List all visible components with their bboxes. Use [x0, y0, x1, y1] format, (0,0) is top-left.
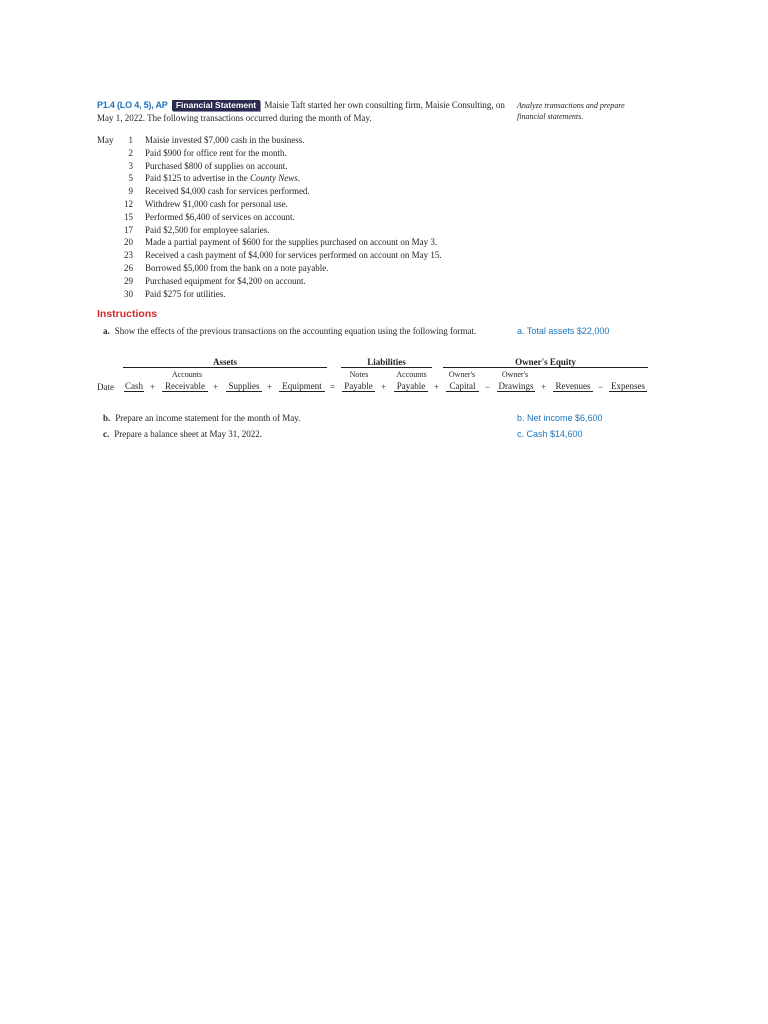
transaction-text — [145, 172, 300, 184]
transaction-text: Borrowed $5,000 from the bank on a note payable. — [145, 263, 329, 273]
column-equipment: Equipment — [279, 381, 325, 392]
transaction-day: 5 — [128, 173, 133, 184]
transaction-text: Withdrew $1,000 cash for personal use. — [145, 199, 288, 209]
plus-sign: + — [434, 382, 440, 392]
instruction-item — [103, 412, 300, 424]
problem-intro: Maisie Taft started her own consulting firm, Maisie Consulting, on May 1, 2022. The following transactions occurred during the month of May. — [97, 100, 505, 123]
group-liabilities-rule — [341, 367, 432, 368]
transaction-day: 17 — [124, 224, 133, 235]
transaction-day: 20 — [124, 237, 133, 248]
instruction-text: Prepare a balance sheet at May 31, 2022. — [114, 429, 262, 439]
margin-note: Analyze transactions and prepare financial statements. — [517, 101, 625, 121]
column-revenues: Revenues — [553, 381, 593, 392]
instructions-heading: Instructions — [97, 308, 158, 320]
transaction-day: 12 — [124, 199, 133, 209]
instruction-text: Prepare an income statement for the month of May. — [115, 413, 301, 423]
subheader-accounts-payable: Accounts — [396, 370, 427, 379]
column-expenses: Expenses — [611, 381, 645, 391]
transaction-text-end: . — [297, 173, 300, 184]
transaction-day: 2 — [128, 147, 133, 158]
plus-sign: + — [150, 382, 156, 392]
column-accounts-payable: Payable — [394, 381, 428, 392]
instruction-letter: c. — [103, 429, 110, 439]
answer-hint: a. Total assets $22,000 — [517, 326, 610, 336]
plus-sign: + — [381, 382, 387, 392]
transaction-month: May — [97, 135, 114, 145]
column-owners-capital: Capital — [446, 381, 479, 392]
problem-header — [97, 99, 509, 124]
group-equity-rule — [443, 367, 648, 368]
plus-sign: + — [267, 382, 273, 392]
group-assets-rule — [123, 367, 327, 368]
transaction-text: Received $4,000 cash for services performed. — [145, 186, 310, 197]
equals-sign: = — [330, 382, 336, 392]
plus-sign: + — [541, 382, 547, 392]
transaction-text: Maisie invested $7,000 cash in the business. — [145, 135, 305, 145]
transaction-day: 30 — [124, 288, 133, 299]
transaction-day: 15 — [124, 211, 133, 222]
column-date: Date — [97, 382, 114, 392]
answer-hint: c. Cash $14,600 — [517, 429, 583, 439]
instruction-item — [103, 325, 476, 337]
transaction-text: Received a cash payment of $4,000 for services performed on account on May 15. — [145, 250, 442, 261]
minus-sign: − — [485, 382, 491, 392]
minus-sign: − — [598, 382, 604, 392]
transaction-text: Made a partial payment of $600 for the supplies purchased on account on May 3. — [145, 237, 438, 248]
transaction-day: 9 — [128, 186, 133, 197]
transaction-text: Paid $2,500 for employee salaries. — [145, 224, 270, 235]
subheader-owners-capital: Owner's — [448, 370, 476, 379]
transaction-day: 3 — [128, 160, 133, 171]
instruction-text: Show the effects of the previous transactions on the accounting equation using the following format. — [114, 326, 477, 336]
problem-badge: Financial Statement — [172, 100, 260, 111]
answer-hint: b. Net income $6,600 — [517, 413, 603, 423]
instruction-letter: a. — [103, 326, 110, 336]
transaction-text: Purchased $800 of supplies on account. — [145, 160, 288, 171]
transaction-text-start: Paid $125 to advertise in the — [145, 173, 250, 184]
column-owners-drawings: Drawings — [498, 381, 534, 391]
subheader-accounts-receivable: Accounts — [171, 370, 203, 379]
transaction-text: Purchased equipment for $4,200 on account. — [145, 275, 306, 286]
transaction-text: Paid $900 for office rent for the month. — [145, 147, 287, 158]
column-supplies: Supplies — [226, 381, 262, 392]
transaction-day: 23 — [124, 250, 133, 261]
column-notes-payable: Payable — [342, 381, 375, 392]
plus-sign: + — [213, 382, 219, 392]
problem-number: P1.4 (LO 4, 5), AP — [97, 100, 168, 110]
subheader-notes: Notes — [349, 370, 369, 379]
subheader-owners-drawings: Owner's — [501, 370, 529, 379]
instruction-letter: b. — [103, 413, 111, 423]
group-assets: Assets — [213, 357, 237, 367]
transaction-day: 1 — [128, 135, 133, 145]
column-cash: Cash — [125, 381, 143, 391]
column-accounts-receivable: Receivable — [162, 381, 208, 392]
transaction-day: 26 — [124, 263, 133, 273]
transaction-text: Performed $6,400 of services on account. — [145, 211, 295, 222]
instruction-item — [103, 428, 262, 440]
group-liabilities: Liabilities — [367, 357, 406, 367]
newspaper-title: County News — [249, 173, 298, 184]
transaction-text: Paid $275 for utilities. — [145, 288, 226, 299]
transaction-day: 29 — [124, 275, 133, 286]
group-equity: Owner's Equity — [515, 357, 576, 367]
